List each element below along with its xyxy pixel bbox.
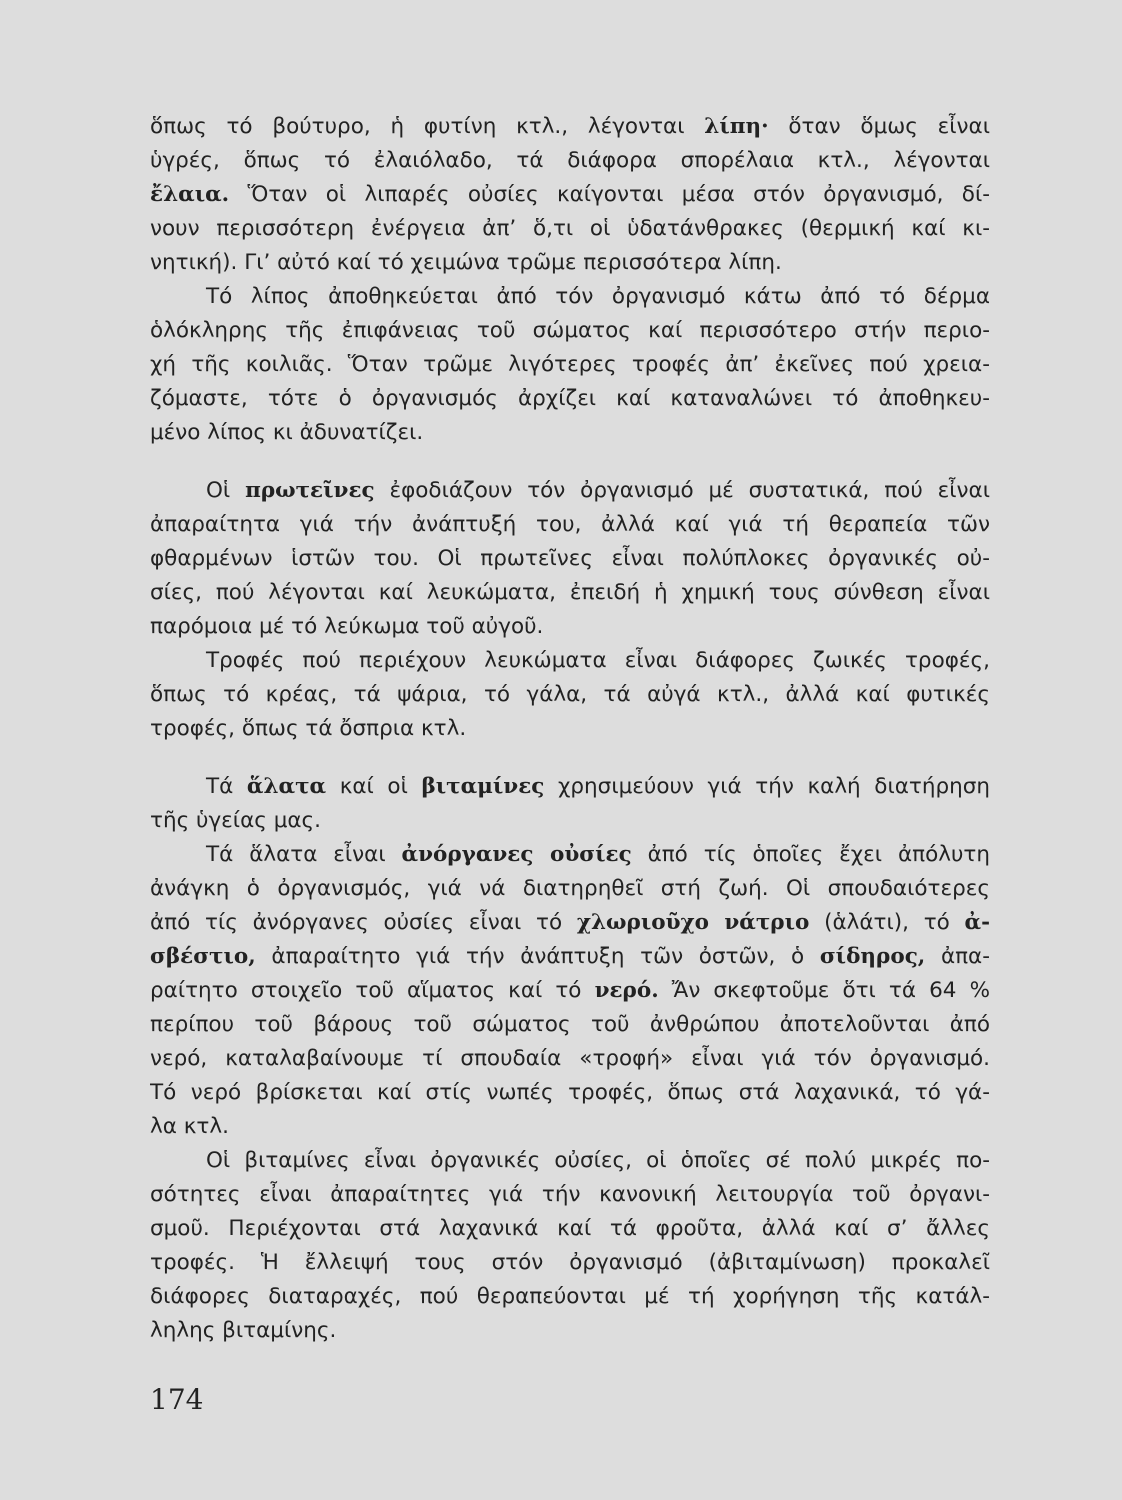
text-run: Τά ἅλατα εἶναι bbox=[206, 842, 402, 867]
text-line bbox=[150, 416, 990, 450]
text-run: Τροφές πού περιέχουν λευκώματα εἶναι διάφορες ζωικές τροφές, bbox=[206, 648, 990, 673]
bold-term: ἀνόργανες οὐσίες bbox=[401, 842, 632, 867]
bold-term: νερό. bbox=[594, 978, 659, 1003]
paragraph bbox=[150, 644, 990, 746]
text-run: παρόμοια μέ τό λεύκωμα τοῦ αὐγοῦ. bbox=[150, 614, 544, 639]
text-line bbox=[150, 474, 990, 508]
bold-term: βιταμίνες bbox=[421, 774, 545, 799]
bold-term: ἔλαια. bbox=[150, 182, 230, 207]
text-run: νουν περισσότερη ἐνέργεια ἀπ’ ὅ,τι οἱ ὑδατάνθρακες (θερμική καί κι- bbox=[150, 216, 990, 241]
text-line bbox=[150, 246, 990, 280]
text-line bbox=[150, 770, 990, 804]
text-run: Ὅταν οἱ λιπαρές οὐσίες καίγονται μέσα στόν ὀργανισμό, δί- bbox=[229, 182, 990, 207]
text-run: καί οἱ bbox=[326, 774, 422, 799]
text-line bbox=[150, 974, 990, 1008]
text-run: σότητες εἶναι ἀπαραίτητες γιά τήν κανονική λειτουργία τοῦ ὀργανι- bbox=[150, 1182, 990, 1207]
paragraph bbox=[150, 110, 990, 280]
text-run: τροφές. Ἡ ἔλλειψή τους στόν ὀργανισμό (ἀβιταμίνωση) προκαλεῖ bbox=[150, 1250, 990, 1275]
text-line bbox=[150, 1280, 990, 1314]
text-run: λα κτλ. bbox=[150, 1114, 229, 1139]
text-run: ἐφοδιάζουν τόν ὀργανισμό μέ συστατικά, πού εἶναι bbox=[374, 478, 990, 503]
bold-term: χλωριοῦχο νάτριο bbox=[576, 910, 810, 935]
text-line bbox=[150, 110, 990, 144]
text-run: νητική). Γι’ αὐτό καί τό χειμώνα τρῶμε περισσότερα λίπη. bbox=[150, 250, 782, 275]
paragraph bbox=[150, 770, 990, 838]
text-run: περίπου τοῦ βάρους τοῦ σώματος τοῦ ἀνθρώπου ἀποτελοῦνται ἀπό bbox=[150, 1012, 990, 1037]
text-run: ἀπαραίτητα γιά τήν ἀνάπτυξή του, ἀλλά καί γιά τή θεραπεία τῶν bbox=[150, 512, 990, 537]
text-line bbox=[150, 1110, 990, 1144]
text-line bbox=[150, 1178, 990, 1212]
text-line bbox=[150, 644, 990, 678]
paragraph bbox=[150, 838, 990, 1144]
text-run: ἀπαραίτητο γιά τήν ἀνάπτυξη τῶν ὀστῶν, ὁ bbox=[255, 944, 820, 969]
bold-term: πρωτεῖνες bbox=[245, 478, 375, 503]
text-run: Τά bbox=[206, 774, 247, 799]
text-run: ληλης βιταμίνης. bbox=[150, 1318, 337, 1343]
text-run: ἀνάγκη ὁ ὀργανισμός, γιά νά διατηρηθεῖ στή ζωή. Οἱ σπουδαιότερες bbox=[150, 876, 990, 901]
text-line bbox=[150, 280, 990, 314]
text-run: Οἱ bbox=[206, 478, 246, 503]
text-run: χή τῆς κοιλιᾶς. Ὅταν τρῶμε λιγότερες τροφές ἀπ’ ἐκεῖνες πού χρεια- bbox=[150, 352, 990, 377]
text-run: Οἱ βιταμίνες εἶναι ὀργανικές οὐσίες, οἱ ὁποῖες σέ πολύ μικρές πο- bbox=[206, 1148, 990, 1173]
text-line bbox=[150, 678, 990, 712]
text-line bbox=[150, 1314, 990, 1348]
text-line bbox=[150, 348, 990, 382]
text-line bbox=[150, 178, 990, 212]
text-run: σμοῦ. Περιέχονται στά λαχανικά καί τά φροῦτα, ἀλλά καί σ’ ἄλλες bbox=[150, 1216, 990, 1241]
text-run: ζόμαστε, τότε ὁ ὀργανισμός ἀρχίζει καί καταναλώνει τό ἀποθηκευ- bbox=[150, 386, 990, 411]
text-line bbox=[150, 906, 990, 940]
bold-term: σίδηρος, bbox=[819, 944, 926, 969]
text-run: Ἄν σκεφτοῦμε ὅτι τά 64 % bbox=[658, 978, 990, 1003]
text-line bbox=[150, 542, 990, 576]
text-line bbox=[150, 314, 990, 348]
body-text bbox=[150, 110, 990, 1348]
bold-term: λίπη· bbox=[704, 114, 769, 139]
text-run: ὅπως τό κρέας, τά ψάρια, τό γάλα, τά αὐγά κτλ., ἀλλά καί φυτικές bbox=[150, 682, 990, 707]
text-line bbox=[150, 144, 990, 178]
text-line bbox=[150, 1008, 990, 1042]
text-line bbox=[150, 1246, 990, 1280]
text-run: (ἁλάτι), τό bbox=[809, 910, 965, 935]
text-run: μένο λίπος κι ἀδυνατίζει. bbox=[150, 420, 424, 445]
text-run: τῆς ὑγείας μας. bbox=[150, 808, 322, 833]
text-run: ὁλόκληρης τῆς ἐπιφάνειας τοῦ σώματος καί περισσότερο στήν περιο- bbox=[150, 318, 990, 343]
text-run: ὅταν ὅμως εἶναι bbox=[768, 114, 990, 139]
text-run: ἀπό τίς ὁποῖες ἔχει ἀπόλυτη bbox=[631, 842, 990, 867]
text-line bbox=[150, 940, 990, 974]
page-number: 174 bbox=[150, 1383, 204, 1416]
text-line bbox=[150, 872, 990, 906]
text-line bbox=[150, 1212, 990, 1246]
text-run: Τό νερό βρίσκεται καί στίς νωπές τροφές, ὅπως στά λαχανικά, τό γά- bbox=[150, 1080, 990, 1105]
paragraph bbox=[150, 280, 990, 450]
text-run: ὑγρές, ὅπως τό ἐλαιόλαδο, τά διάφορα σπορέλαια κτλ., λέγονται bbox=[150, 148, 990, 173]
text-line bbox=[150, 1042, 990, 1076]
text-line bbox=[150, 1076, 990, 1110]
paragraph-gap bbox=[150, 450, 990, 474]
text-line bbox=[150, 212, 990, 246]
paragraph-gap bbox=[150, 746, 990, 770]
text-run: ραίτητο στοιχεῖο τοῦ αἵματος καί τό bbox=[150, 978, 595, 1003]
paragraph bbox=[150, 474, 990, 644]
bold-term: ἀ- bbox=[964, 910, 990, 935]
text-run: χρησιμεύουν γιά τήν καλή διατήρηση bbox=[544, 774, 990, 799]
text-run: ἀπα- bbox=[925, 944, 990, 969]
text-run: ὅπως τό βούτυρο, ἡ φυτίνη κτλ., λέγονται bbox=[150, 114, 705, 139]
text-line bbox=[150, 712, 990, 746]
text-line bbox=[150, 576, 990, 610]
text-line bbox=[150, 382, 990, 416]
text-run: σίες, πού λέγονται καί λευκώματα, ἐπειδή ἡ χημική τους σύνθεση εἶναι bbox=[150, 580, 990, 605]
text-line bbox=[150, 838, 990, 872]
text-line bbox=[150, 610, 990, 644]
text-line bbox=[150, 508, 990, 542]
bold-term: ἅλατα bbox=[246, 774, 327, 799]
text-line bbox=[150, 1144, 990, 1178]
paragraph bbox=[150, 1144, 990, 1348]
bold-term: σβέστιο, bbox=[150, 944, 256, 969]
text-run: διάφορες διαταραχές, πού θεραπεύονται μέ τή χορήγηση τῆς κατάλ- bbox=[150, 1284, 990, 1309]
text-run: νερό, καταλαβαίνουμε τί σπουδαία «τροφή» εἶναι γιά τόν ὀργανισμό. bbox=[150, 1046, 990, 1071]
text-run: Τό λίπος ἀποθηκεύεται ἀπό τόν ὀργανισμό κάτω ἀπό τό δέρμα bbox=[206, 284, 990, 309]
text-run: ἀπό τίς ἀνόργανες οὐσίες εἶναι τό bbox=[150, 910, 577, 935]
text-line bbox=[150, 804, 990, 838]
text-run: φθαρμένων ἱστῶν του. Οἱ πρωτεῖνες εἶναι πολύπλοκες ὀργανικές οὐ- bbox=[150, 546, 990, 571]
text-run: τροφές, ὅπως τά ὄσπρια κτλ. bbox=[150, 716, 467, 741]
